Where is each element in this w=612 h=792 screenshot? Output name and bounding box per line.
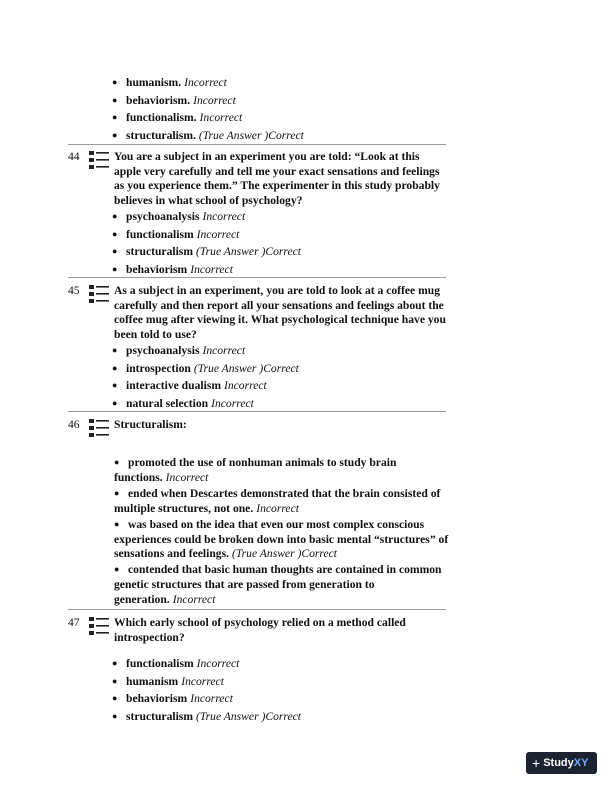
list-icon (88, 616, 110, 636)
question-options (112, 342, 299, 412)
option: ● functionalism. Incorrect (112, 111, 243, 124)
bullet-icon: ● (114, 487, 120, 498)
option: ● behaviorism. Incorrect (112, 93, 236, 107)
bullet-icon: ● (112, 228, 118, 239)
question-options (112, 655, 301, 725)
studyxy-logo[interactable] (526, 752, 597, 774)
bullet-icon: ● (112, 129, 118, 140)
option: ● functionalism Incorrect (112, 657, 240, 670)
option: ● behaviorism Incorrect (112, 262, 233, 276)
option: ● promoted the use of nonhuman animals to study brain functions. Incorrect (114, 456, 397, 484)
option: ● contended that basic human thoughts are contained in common genetic structures that are passed from generation to generation. Incorrect (114, 563, 442, 607)
question-text: As a subject in an experiment, you are told to look at a coffee mug carefully and then report all your sensations and feelings about the coffee mug after viewing it. What psychological technique have you been told to use? (114, 284, 446, 341)
bullet-icon: ● (112, 77, 118, 87)
bullet-icon: ● (112, 710, 118, 721)
bullet-icon: ● (114, 457, 120, 467)
divider (68, 411, 446, 412)
prev-question-options (112, 74, 304, 144)
option: ● behaviorism Incorrect (112, 692, 233, 705)
divider (68, 609, 446, 610)
bullet-icon: ● (112, 693, 118, 703)
question-number: 47 (68, 616, 80, 629)
bullet-icon: ● (112, 211, 118, 221)
bullet-icon: ● (114, 564, 120, 575)
question-options (112, 208, 301, 278)
option: ● structuralism (True Answer )Correct (112, 709, 301, 723)
bullet-icon: ● (112, 94, 118, 105)
option: ● was based on the idea that even our most complex conscious experiences could be broken down into basic mental “structures” of sensations and feelings. (True Answer )Correct (114, 517, 449, 561)
divider (68, 144, 446, 145)
question-text: You are a subject in an experiment you are told: “Look at this apple very carefully and tell me your exact sensations and feelings as you experience them.” The experimenter in this study probably believes in what school of psychology? (114, 150, 440, 207)
question-text: Which early school of psychology relied on a method called introspection? (114, 616, 406, 644)
question-options (114, 455, 450, 608)
option: ● humanism Incorrect (112, 674, 224, 688)
question-text: Structuralism: (114, 418, 187, 431)
bullet-icon: ● (112, 345, 118, 355)
option: ● interactive dualism Incorrect (112, 379, 267, 392)
option: ● psychoanalysis Incorrect (112, 210, 246, 223)
question-number: 44 (68, 150, 80, 163)
list-icon (88, 284, 110, 304)
option: ● functionalism Incorrect (112, 227, 240, 241)
divider (68, 277, 446, 278)
bullet-icon: ● (112, 380, 118, 390)
option: ● structuralism. (True Answer )Correct (112, 128, 304, 142)
bullet-icon: ● (112, 246, 118, 256)
option: ● introspection (True Answer )Correct (112, 361, 299, 375)
option: ● psychoanalysis Incorrect (112, 344, 246, 357)
bullet-icon: ● (112, 397, 118, 408)
option: ● natural selection Incorrect (112, 396, 254, 410)
bullet-icon: ● (112, 658, 118, 668)
list-icon (88, 418, 110, 438)
bullet-icon: ● (112, 362, 118, 373)
bullet-icon: ● (112, 675, 118, 686)
option: ● structuralism (True Answer )Correct (112, 245, 301, 258)
option: ● humanism. Incorrect (112, 76, 227, 89)
question-number: 45 (68, 284, 80, 297)
list-icon (88, 150, 110, 170)
question-number: 46 (68, 418, 80, 431)
bullet-icon: ● (112, 112, 118, 122)
plus-icon: + (532, 755, 541, 771)
bullet-icon: ● (112, 263, 118, 274)
bullet-icon: ● (114, 518, 120, 529)
option: ● ended when Descartes demonstrated that the brain consisted of multiple structures, not one. Incorrect (114, 486, 441, 515)
brand-name-b: XY (573, 757, 589, 769)
brand-name-a: Study (543, 757, 574, 769)
